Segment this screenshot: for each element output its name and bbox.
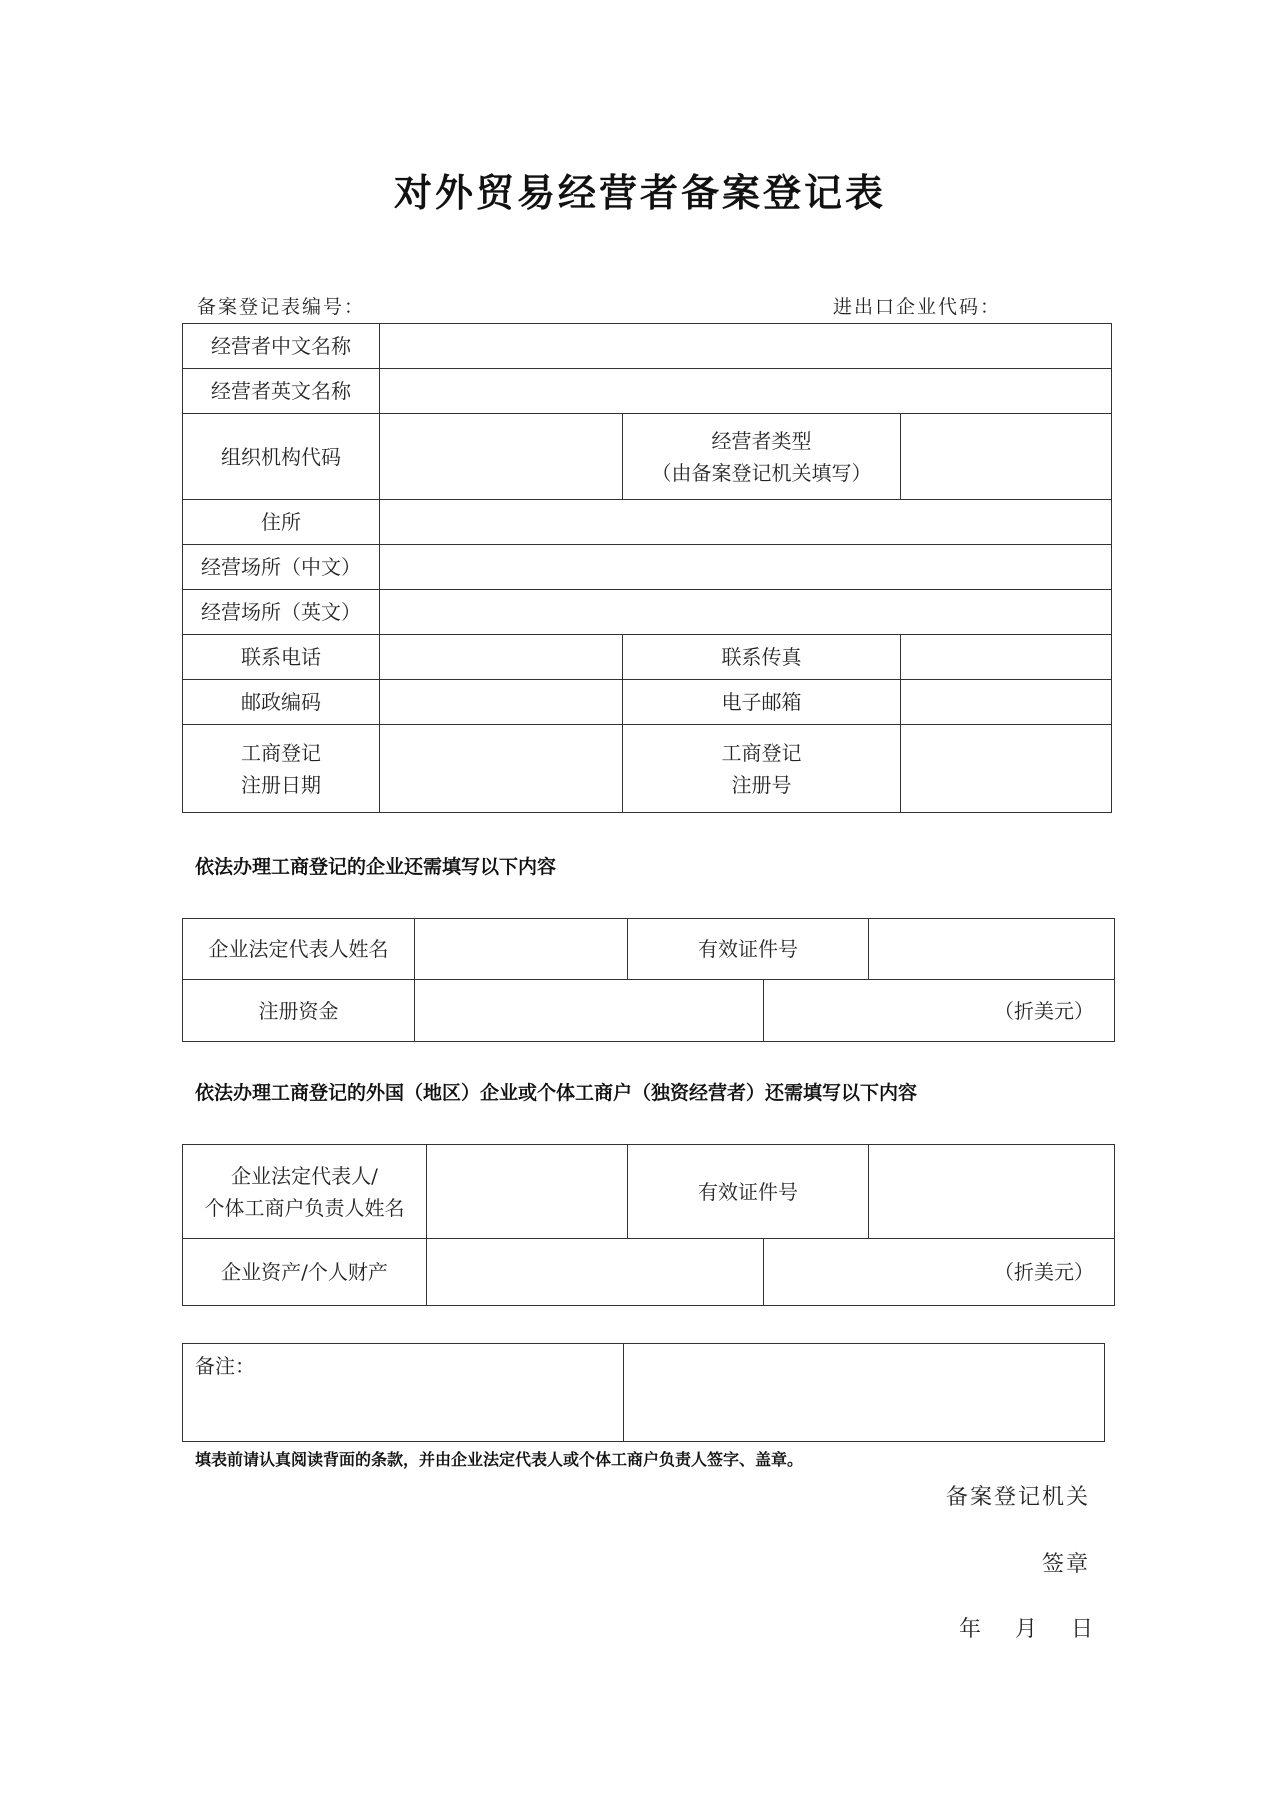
premises-en-label: 经营场所（英文）	[183, 590, 380, 635]
assets-usd-note: （折美元）	[764, 1239, 1115, 1306]
year-label: 年	[958, 1617, 981, 1642]
id-number-label: 有效证件号	[628, 919, 869, 980]
operator-type-line1: 经营者类型	[711, 428, 812, 453]
capital-field[interactable]	[415, 980, 764, 1042]
remarks-label: 备注：	[183, 1344, 624, 1442]
address-field[interactable]	[380, 500, 1112, 545]
operator-type-line2: （由备案登记机关填写）	[651, 460, 872, 485]
id-number-label-2: 有效证件号	[628, 1145, 869, 1239]
operator-type-label	[623, 414, 901, 500]
form-number-label: 备案登记表编号：	[197, 296, 366, 318]
rep-name-line2: 个体工商户负责人姓名	[204, 1195, 405, 1220]
notice-text: 填表前请认真阅读背面的条款，并由企业法定代表人或个体工商户负责人签字、盖章。	[195, 1450, 804, 1469]
capital-label: 注册资金	[183, 980, 415, 1042]
reg-number-field[interactable]	[901, 725, 1112, 813]
section1-table	[182, 918, 1115, 1042]
fax-label: 联系传真	[623, 635, 901, 680]
reg-number-label	[623, 725, 901, 813]
id-number-field-2[interactable]	[869, 1145, 1115, 1239]
en-name-label: 经营者英文名称	[183, 369, 380, 414]
address-label: 住所	[183, 500, 380, 545]
cn-name-field[interactable]	[380, 324, 1112, 369]
premises-cn-label: 经营场所（中文）	[183, 545, 380, 590]
assets-field[interactable]	[427, 1239, 764, 1306]
section2-table	[182, 1144, 1115, 1306]
phone-label: 联系电话	[183, 635, 380, 680]
reg-date-line2: 注册日期	[241, 772, 321, 797]
postcode-label: 邮政编码	[183, 680, 380, 725]
date-line	[959, 1612, 1093, 1643]
assets-label: 企业资产/个人财产	[183, 1239, 427, 1306]
email-field[interactable]	[901, 680, 1112, 725]
main-info-table	[182, 323, 1112, 813]
capital-usd-note: （折美元）	[764, 980, 1115, 1042]
remarks-field[interactable]	[624, 1344, 1105, 1442]
premises-en-field[interactable]	[380, 590, 1112, 635]
reg-date-line1: 工商登记	[241, 740, 321, 765]
reg-date-field[interactable]	[380, 725, 623, 813]
reg-number-line2: 注册号	[731, 772, 792, 797]
org-code-label: 组织机构代码	[183, 414, 380, 500]
reg-date-label	[183, 725, 380, 813]
postcode-field[interactable]	[380, 680, 623, 725]
month-label: 月	[1014, 1617, 1037, 1642]
email-label: 电子邮箱	[623, 680, 901, 725]
section1-heading: 依法办理工商登记的企业还需填写以下内容	[195, 856, 557, 878]
org-code-field[interactable]	[380, 414, 623, 500]
authority-label: 备案登记机关	[945, 1485, 1090, 1510]
reg-number-line1: 工商登记	[721, 740, 802, 765]
page-title: 对外贸易经营者备案登记表	[393, 171, 886, 215]
en-name-field[interactable]	[380, 369, 1112, 414]
id-number-field[interactable]	[869, 919, 1115, 980]
seal-label: 签章	[1041, 1552, 1090, 1577]
enterprise-code-label: 进出口企业代码：	[833, 296, 1002, 318]
rep-name-field[interactable]	[427, 1145, 628, 1239]
section2-heading: 依法办理工商登记的外国（地区）企业或个体工商户（独资经营者）还需填写以下内容	[195, 1082, 918, 1104]
fax-field[interactable]	[901, 635, 1112, 680]
legal-rep-label: 企业法定代表人姓名	[183, 919, 415, 980]
rep-name-line1: 企业法定代表人/	[231, 1163, 378, 1188]
rep-name-label	[183, 1145, 427, 1239]
premises-cn-field[interactable]	[380, 545, 1112, 590]
operator-type-field[interactable]	[901, 414, 1112, 500]
cn-name-label: 经营者中文名称	[183, 324, 380, 369]
remarks-table	[182, 1343, 1105, 1442]
legal-rep-field[interactable]	[415, 919, 628, 980]
phone-field[interactable]	[380, 635, 623, 680]
day-label: 日	[1070, 1617, 1093, 1642]
